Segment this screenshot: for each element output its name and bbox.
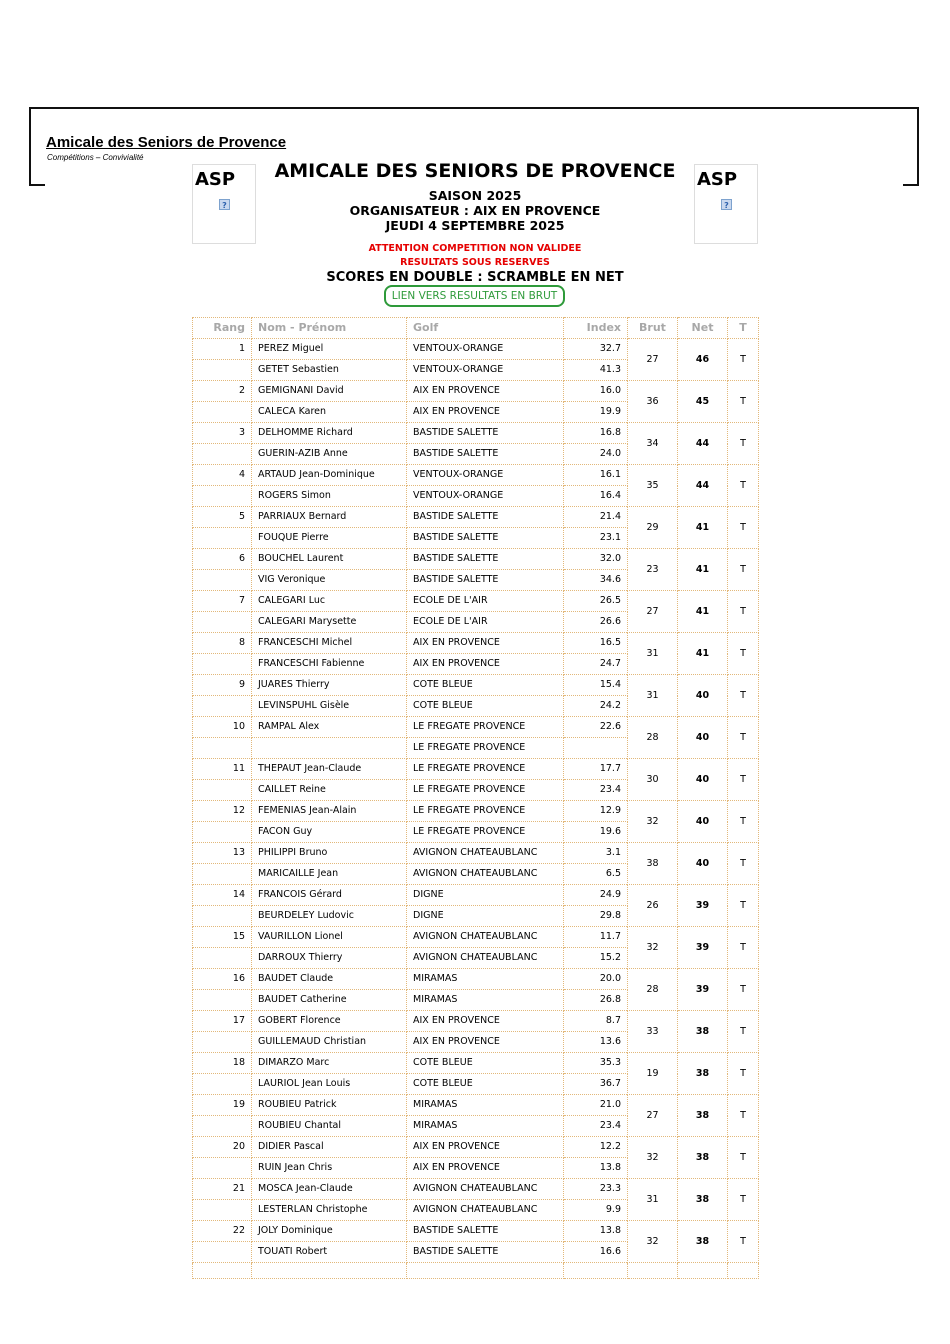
rank-cell: 18 xyxy=(193,1053,252,1074)
tee-cell: T xyxy=(728,423,759,465)
player-index: 41.3 xyxy=(564,360,628,381)
rank-cell: 16 xyxy=(193,969,252,990)
player-index xyxy=(564,738,628,759)
player-index: 16.5 xyxy=(564,633,628,654)
player-name: BOUCHEL Laurent xyxy=(252,549,407,570)
player-index: 16.1 xyxy=(564,465,628,486)
player-index: 21.4 xyxy=(564,507,628,528)
player-golf: MIRAMAS xyxy=(407,1095,564,1116)
col-header-t: T xyxy=(728,318,759,339)
table-row xyxy=(193,675,759,696)
rank-cell-empty xyxy=(193,402,252,423)
player-index: 24.9 xyxy=(564,885,628,906)
player-golf: VENTOUX-ORANGE xyxy=(407,486,564,507)
player-name: TOUATI Robert xyxy=(252,1242,407,1263)
player-name: LESTERLAN Christophe xyxy=(252,1200,407,1221)
logo-right-text: ASP xyxy=(697,169,738,190)
rank-cell: 19 xyxy=(193,1095,252,1116)
player-name: LAURIOL Jean Louis xyxy=(252,1074,407,1095)
tee-cell: T xyxy=(728,675,759,717)
player-name: RAMPAL Alex xyxy=(252,717,407,738)
player-index: 12.9 xyxy=(564,801,628,822)
player-index: 6.5 xyxy=(564,864,628,885)
brut-score: 31 xyxy=(628,633,678,675)
rank-cell-empty xyxy=(193,444,252,465)
col-header-index: Index xyxy=(564,318,628,339)
rank-cell: 13 xyxy=(193,843,252,864)
brut-score: 32 xyxy=(628,927,678,969)
player-name: FEMENIAS Jean-Alain xyxy=(252,801,407,822)
player-golf: LE FREGATE PROVENCE xyxy=(407,717,564,738)
player-golf: AIX EN PROVENCE xyxy=(407,1011,564,1032)
table-row xyxy=(193,633,759,654)
brut-score: 23 xyxy=(628,549,678,591)
rank-cell-empty xyxy=(193,780,252,801)
tee-cell: T xyxy=(728,1095,759,1137)
player-golf: AIX EN PROVENCE xyxy=(407,1158,564,1179)
rank-cell-empty xyxy=(193,486,252,507)
brut-score: 28 xyxy=(628,717,678,759)
net-score: 40 xyxy=(678,675,728,717)
brut-results-link[interactable]: LIEN VERS RESULTATS EN BRUT xyxy=(384,285,565,307)
player-index: 16.4 xyxy=(564,486,628,507)
player-name: VAURILLON Lionel xyxy=(252,927,407,948)
player-name: CALECA Karen xyxy=(252,402,407,423)
rank-cell: 3 xyxy=(193,423,252,444)
table-row-partial xyxy=(193,1263,759,1279)
player-index: 34.6 xyxy=(564,570,628,591)
net-score: 38 xyxy=(678,1053,728,1095)
tee-cell: T xyxy=(728,885,759,927)
results-table xyxy=(192,317,759,1279)
table-row xyxy=(193,1137,759,1158)
rank-cell: 5 xyxy=(193,507,252,528)
player-index: 15.2 xyxy=(564,948,628,969)
player-index: 23.4 xyxy=(564,1116,628,1137)
player-name: JOLY Dominique xyxy=(252,1221,407,1242)
broken-image-icon: ? xyxy=(721,199,732,210)
player-index: 16.6 xyxy=(564,1242,628,1263)
brut-score: 27 xyxy=(628,339,678,381)
tee-cell: T xyxy=(728,507,759,549)
rank-cell: 9 xyxy=(193,675,252,696)
player-golf: COTE BLEUE xyxy=(407,1074,564,1095)
brut-score: 19 xyxy=(628,1053,678,1095)
player-golf: BASTIDE SALETTE xyxy=(407,423,564,444)
brut-score: 38 xyxy=(628,843,678,885)
col-header-golf: Golf xyxy=(407,318,564,339)
player-golf: BASTIDE SALETTE xyxy=(407,528,564,549)
player-index: 36.7 xyxy=(564,1074,628,1095)
tee-cell: T xyxy=(728,381,759,423)
table-row xyxy=(193,591,759,612)
rank-cell: 17 xyxy=(193,1011,252,1032)
rank-cell: 8 xyxy=(193,633,252,654)
rank-cell-empty xyxy=(193,822,252,843)
frame-corner-left xyxy=(29,184,45,186)
player-golf: COTE BLEUE xyxy=(407,1053,564,1074)
tee-cell: T xyxy=(728,1179,759,1221)
warning-reserves: RESULTATS SOUS RESERVES xyxy=(400,257,550,268)
player-name: ROUBIEU Chantal xyxy=(252,1116,407,1137)
rank-cell: 20 xyxy=(193,1137,252,1158)
player-name: ROGERS Simon xyxy=(252,486,407,507)
player-name: JUARES Thierry xyxy=(252,675,407,696)
player-golf: BASTIDE SALETTE xyxy=(407,1221,564,1242)
rank-cell: 12 xyxy=(193,801,252,822)
table-row xyxy=(193,927,759,948)
player-name: GUERIN-AZIB Anne xyxy=(252,444,407,465)
rank-cell-empty xyxy=(193,948,252,969)
player-golf: COTE BLEUE xyxy=(407,675,564,696)
logo-left-text: ASP xyxy=(195,169,236,190)
tee-cell: T xyxy=(728,591,759,633)
net-score: 40 xyxy=(678,717,728,759)
table-row xyxy=(193,465,759,486)
date-line: JEUDI 4 SEPTEMBRE 2025 xyxy=(385,218,565,233)
player-index: 16.8 xyxy=(564,423,628,444)
season-line: SAISON 2025 xyxy=(428,188,522,203)
player-golf: COTE BLEUE xyxy=(407,696,564,717)
empty-cell xyxy=(728,1263,759,1279)
brut-score: 28 xyxy=(628,969,678,1011)
net-score: 38 xyxy=(678,1011,728,1053)
player-index: 32.0 xyxy=(564,549,628,570)
brut-score: 35 xyxy=(628,465,678,507)
empty-cell xyxy=(678,1263,728,1279)
tee-cell: T xyxy=(728,927,759,969)
net-score: 38 xyxy=(678,1095,728,1137)
player-index: 26.6 xyxy=(564,612,628,633)
tee-cell: T xyxy=(728,717,759,759)
scores-heading: SCORES EN DOUBLE : SCRAMBLE EN NET xyxy=(326,270,624,285)
frame-corner-right xyxy=(903,184,919,186)
player-name: CALEGARI Marysette xyxy=(252,612,407,633)
player-golf: AVIGNON CHATEAUBLANC xyxy=(407,927,564,948)
net-score: 46 xyxy=(678,339,728,381)
player-name: VIG Veronique xyxy=(252,570,407,591)
rank-cell-empty xyxy=(193,360,252,381)
player-index: 19.6 xyxy=(564,822,628,843)
table-row xyxy=(193,1095,759,1116)
table-row xyxy=(193,1053,759,1074)
net-score: 38 xyxy=(678,1137,728,1179)
brut-score: 32 xyxy=(628,1137,678,1179)
player-name xyxy=(252,738,407,759)
brut-score: 27 xyxy=(628,1095,678,1137)
rank-cell: 10 xyxy=(193,717,252,738)
player-name: ARTAUD Jean-Dominique xyxy=(252,465,407,486)
rank-cell-empty xyxy=(193,1074,252,1095)
rank-cell-empty xyxy=(193,1242,252,1263)
table-row xyxy=(193,1011,759,1032)
player-name: GEMIGNANI David xyxy=(252,381,407,402)
brut-score: 32 xyxy=(628,1221,678,1263)
rank-cell: 15 xyxy=(193,927,252,948)
organizer-line: ORGANISATEUR : AIX EN PROVENCE xyxy=(349,203,601,218)
rank-cell-empty xyxy=(193,528,252,549)
player-name: PEREZ Miguel xyxy=(252,339,407,360)
brut-score: 29 xyxy=(628,507,678,549)
player-golf: LE FREGATE PROVENCE xyxy=(407,738,564,759)
player-index: 3.1 xyxy=(564,843,628,864)
player-golf: VENTOUX-ORANGE xyxy=(407,360,564,381)
page-title: AMICALE DES SENIORS DE PROVENCE xyxy=(274,160,676,182)
rank-cell: 7 xyxy=(193,591,252,612)
player-golf: AIX EN PROVENCE xyxy=(407,381,564,402)
player-index: 13.8 xyxy=(564,1221,628,1242)
player-golf: AVIGNON CHATEAUBLANC xyxy=(407,843,564,864)
rank-cell-empty xyxy=(193,612,252,633)
player-name: DELHOMME Richard xyxy=(252,423,407,444)
rank-cell: 6 xyxy=(193,549,252,570)
rank-cell-empty xyxy=(193,654,252,675)
table-row xyxy=(193,381,759,402)
net-score: 41 xyxy=(678,507,728,549)
net-score: 41 xyxy=(678,591,728,633)
table-row xyxy=(193,759,759,780)
net-score: 39 xyxy=(678,885,728,927)
tee-cell: T xyxy=(728,549,759,591)
player-golf: LE FREGATE PROVENCE xyxy=(407,759,564,780)
col-header-rang: Rang xyxy=(193,318,252,339)
player-name: CALEGARI Luc xyxy=(252,591,407,612)
player-name: BAUDET Catherine xyxy=(252,990,407,1011)
broken-image-icon: ? xyxy=(219,199,230,210)
net-score: 40 xyxy=(678,759,728,801)
player-name: BEURDELEY Ludovic xyxy=(252,906,407,927)
site-title-link[interactable]: Amicale des Seniors de Provence xyxy=(46,134,287,151)
rank-cell-empty xyxy=(193,1032,252,1053)
brut-score: 33 xyxy=(628,1011,678,1053)
rank-cell: 1 xyxy=(193,339,252,360)
net-score: 39 xyxy=(678,969,728,1011)
player-name: RUIN Jean Chris xyxy=(252,1158,407,1179)
player-index: 26.8 xyxy=(564,990,628,1011)
net-score: 39 xyxy=(678,927,728,969)
player-golf: AIX EN PROVENCE xyxy=(407,654,564,675)
results-body xyxy=(193,339,759,1279)
rank-cell-empty xyxy=(193,906,252,927)
player-index: 13.8 xyxy=(564,1158,628,1179)
brut-score: 32 xyxy=(628,801,678,843)
rank-cell-empty xyxy=(193,990,252,1011)
player-index: 9.9 xyxy=(564,1200,628,1221)
rank-cell: 14 xyxy=(193,885,252,906)
col-header-nom: Nom - Prénom xyxy=(252,318,407,339)
net-score: 45 xyxy=(678,381,728,423)
brut-score: 36 xyxy=(628,381,678,423)
player-golf: LE FREGATE PROVENCE xyxy=(407,780,564,801)
player-golf: MIRAMAS xyxy=(407,990,564,1011)
table-row xyxy=(193,969,759,990)
col-header-net: Net xyxy=(678,318,728,339)
rank-cell: 22 xyxy=(193,1221,252,1242)
warning-not-validated: ATTENTION COMPETITION NON VALIDEE xyxy=(368,243,582,254)
player-name: GETET Sebastien xyxy=(252,360,407,381)
player-index: 21.0 xyxy=(564,1095,628,1116)
net-score: 40 xyxy=(678,843,728,885)
player-golf: BASTIDE SALETTE xyxy=(407,1242,564,1263)
player-golf: BASTIDE SALETTE xyxy=(407,507,564,528)
player-golf: ECOLE DE L'AIR xyxy=(407,612,564,633)
brut-score: 30 xyxy=(628,759,678,801)
player-golf: AVIGNON CHATEAUBLANC xyxy=(407,864,564,885)
table-row xyxy=(193,843,759,864)
player-golf: VENTOUX-ORANGE xyxy=(407,339,564,360)
rank-cell-empty xyxy=(193,738,252,759)
table-row xyxy=(193,339,759,360)
player-name: DIDIER Pascal xyxy=(252,1137,407,1158)
player-index: 35.3 xyxy=(564,1053,628,1074)
rank-cell: 11 xyxy=(193,759,252,780)
player-name: ROUBIEU Patrick xyxy=(252,1095,407,1116)
player-golf: AIX EN PROVENCE xyxy=(407,633,564,654)
player-golf: BASTIDE SALETTE xyxy=(407,549,564,570)
rank-cell-empty xyxy=(193,1158,252,1179)
player-golf: DIGNE xyxy=(407,906,564,927)
player-name: GOBERT Florence xyxy=(252,1011,407,1032)
player-name: DARROUX Thierry xyxy=(252,948,407,969)
rank-cell-empty xyxy=(193,570,252,591)
brut-score: 31 xyxy=(628,675,678,717)
rank-cell: 4 xyxy=(193,465,252,486)
player-golf: AIX EN PROVENCE xyxy=(407,402,564,423)
table-header-row xyxy=(193,318,759,339)
player-golf: VENTOUX-ORANGE xyxy=(407,465,564,486)
player-name: FRANCESCHI Fabienne xyxy=(252,654,407,675)
net-score: 38 xyxy=(678,1179,728,1221)
player-index: 23.4 xyxy=(564,780,628,801)
player-index: 16.0 xyxy=(564,381,628,402)
rank-cell-empty xyxy=(193,696,252,717)
player-name: FACON Guy xyxy=(252,822,407,843)
player-index: 26.5 xyxy=(564,591,628,612)
brut-score: 26 xyxy=(628,885,678,927)
tee-cell: T xyxy=(728,1137,759,1179)
table-row xyxy=(193,885,759,906)
net-score: 38 xyxy=(678,1221,728,1263)
table-row xyxy=(193,1221,759,1242)
player-name: BAUDET Claude xyxy=(252,969,407,990)
tee-cell: T xyxy=(728,1053,759,1095)
player-index: 22.6 xyxy=(564,717,628,738)
player-index: 32.7 xyxy=(564,339,628,360)
player-index: 23.3 xyxy=(564,1179,628,1200)
player-index: 15.4 xyxy=(564,675,628,696)
tee-cell: T xyxy=(728,843,759,885)
rank-cell: 21 xyxy=(193,1179,252,1200)
player-golf: MIRAMAS xyxy=(407,1116,564,1137)
tee-cell: T xyxy=(728,339,759,381)
net-score: 44 xyxy=(678,423,728,465)
player-name: FRANCOIS Gérard xyxy=(252,885,407,906)
brut-score: 34 xyxy=(628,423,678,465)
player-golf: LE FREGATE PROVENCE xyxy=(407,801,564,822)
empty-cell xyxy=(193,1263,252,1279)
player-name: MARICAILLE Jean xyxy=(252,864,407,885)
rank-cell-empty xyxy=(193,1200,252,1221)
player-golf: DIGNE xyxy=(407,885,564,906)
rank-cell-empty xyxy=(193,1116,252,1137)
table-row xyxy=(193,717,759,738)
player-golf: LE FREGATE PROVENCE xyxy=(407,822,564,843)
tee-cell: T xyxy=(728,633,759,675)
player-index: 24.2 xyxy=(564,696,628,717)
player-golf: AIX EN PROVENCE xyxy=(407,1032,564,1053)
tee-cell: T xyxy=(728,801,759,843)
player-index: 20.0 xyxy=(564,969,628,990)
player-name: PARRIAUX Bernard xyxy=(252,507,407,528)
tee-cell: T xyxy=(728,1011,759,1053)
player-golf: AVIGNON CHATEAUBLANC xyxy=(407,948,564,969)
col-header-brut: Brut xyxy=(628,318,678,339)
table-row xyxy=(193,1179,759,1200)
player-golf: BASTIDE SALETTE xyxy=(407,444,564,465)
brut-score: 31 xyxy=(628,1179,678,1221)
net-score: 41 xyxy=(678,633,728,675)
table-row xyxy=(193,507,759,528)
player-index: 11.7 xyxy=(564,927,628,948)
player-golf: AVIGNON CHATEAUBLANC xyxy=(407,1200,564,1221)
brut-score: 27 xyxy=(628,591,678,633)
player-name: MOSCA Jean-Claude xyxy=(252,1179,407,1200)
tee-cell: T xyxy=(728,1221,759,1263)
table-row xyxy=(193,549,759,570)
player-name: LEVINSPUHL Gisèle xyxy=(252,696,407,717)
player-name: CAILLET Reine xyxy=(252,780,407,801)
site-subtitle: Compétitions – Convivialité xyxy=(47,153,144,162)
player-index: 8.7 xyxy=(564,1011,628,1032)
empty-cell xyxy=(252,1263,407,1279)
player-index: 23.1 xyxy=(564,528,628,549)
player-name: DIMARZO Marc xyxy=(252,1053,407,1074)
tee-cell: T xyxy=(728,969,759,1011)
player-name: FOUQUE Pierre xyxy=(252,528,407,549)
net-score: 44 xyxy=(678,465,728,507)
player-name: THEPAUT Jean-Claude xyxy=(252,759,407,780)
player-index: 24.7 xyxy=(564,654,628,675)
net-score: 40 xyxy=(678,801,728,843)
empty-cell xyxy=(564,1263,628,1279)
player-index: 12.2 xyxy=(564,1137,628,1158)
player-index: 29.8 xyxy=(564,906,628,927)
table-row xyxy=(193,801,759,822)
player-index: 17.7 xyxy=(564,759,628,780)
player-index: 13.6 xyxy=(564,1032,628,1053)
player-golf: AIX EN PROVENCE xyxy=(407,1137,564,1158)
table-row xyxy=(193,423,759,444)
player-name: GUILLEMAUD Christian xyxy=(252,1032,407,1053)
rank-cell: 2 xyxy=(193,381,252,402)
player-golf: MIRAMAS xyxy=(407,969,564,990)
tee-cell: T xyxy=(728,759,759,801)
empty-cell xyxy=(407,1263,564,1279)
empty-cell xyxy=(628,1263,678,1279)
net-score: 41 xyxy=(678,549,728,591)
player-golf: BASTIDE SALETTE xyxy=(407,570,564,591)
player-name: FRANCESCHI Michel xyxy=(252,633,407,654)
tee-cell: T xyxy=(728,465,759,507)
player-golf: ECOLE DE L'AIR xyxy=(407,591,564,612)
rank-cell-empty xyxy=(193,864,252,885)
player-index: 19.9 xyxy=(564,402,628,423)
player-golf: AVIGNON CHATEAUBLANC xyxy=(407,1179,564,1200)
player-name: PHILIPPI Bruno xyxy=(252,843,407,864)
player-index: 24.0 xyxy=(564,444,628,465)
